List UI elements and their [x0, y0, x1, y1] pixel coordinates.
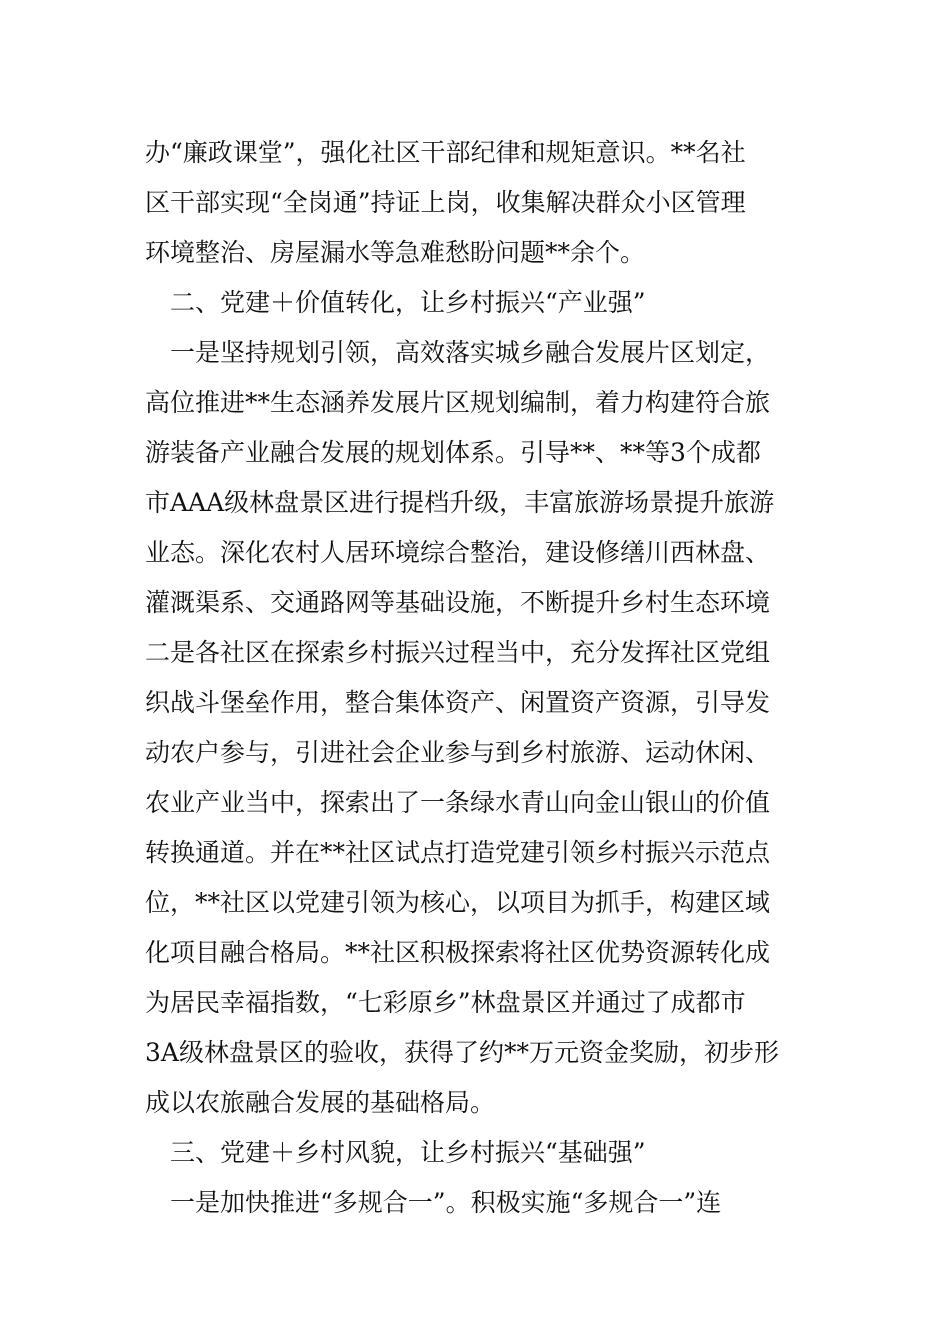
text-line: 二是各社区在探索乡村振兴过程当中，充分发挥社区党组 — [145, 638, 771, 667]
document-body — [145, 128, 810, 1228]
text-line: 化项目融合格局。**社区积极探索将社区优势资源转化成 — [145, 938, 771, 967]
text-line: 位，**社区以党建引领为核心，以项目为抓手，构建区域 — [145, 888, 771, 917]
text-line: 高位推进**生态涵养发展片区规划编制，着力构建符合旅 — [145, 388, 771, 417]
text-line: 一是加快推进“多规合一”。积极实施“多规合一”连 — [145, 1188, 722, 1217]
text-line: 市AAA级林盘景区进行提档升级，丰富旅游场景提升旅游 — [145, 488, 775, 517]
text-line: 办“廉政课堂”，强化社区干部纪律和规矩意识。**名社 — [145, 138, 746, 167]
text-line: 业态。深化农村人居环境综合整治，建设修缮川西林盘、 — [145, 538, 771, 567]
text-line: 3A级林盘景区的验收，获得了约**万元资金奖励，初步形 — [145, 1038, 779, 1067]
text-line: 环境整治、房屋漏水等急难愁盼问题**余个。 — [145, 238, 646, 267]
text-line: 为居民幸福指数，“七彩原乡”林盘景区并通过了成都市 — [145, 988, 746, 1017]
text-line: 区干部实现“全岗通”持证上岗，收集解决群众小区管理 — [145, 188, 746, 217]
text-line: 织战斗堡垒作用，整合集体资产、闲置资产资源，引导发 — [145, 688, 771, 717]
text-line: 成以农旅融合发展的基础格局。 — [145, 1088, 496, 1117]
section-heading-2: 二、党建＋价值转化，让乡村振兴“产业强” — [145, 288, 646, 317]
text-line: 灌溉渠系、交通路网等基础设施，不断提升乡村生态环境 — [145, 588, 771, 617]
text-line: 游装备产业融合发展的规划体系。引导**、**等3个成都 — [145, 438, 761, 467]
text-line: 一是坚持规划引领，高效落实城乡融合发展片区划定， — [145, 338, 771, 367]
text-line: 转换通道。并在**社区试点打造党建引领乡村振兴示范点 — [145, 838, 771, 867]
section-heading-3: 三、党建＋乡村风貌，让乡村振兴“基础强” — [145, 1138, 646, 1167]
text-line: 农业产业当中，探索出了一条绿水青山向金山银山的价值 — [145, 788, 771, 817]
text-line: 动农户参与，引进社会企业参与到乡村旅游、运动休闲、 — [145, 738, 771, 767]
